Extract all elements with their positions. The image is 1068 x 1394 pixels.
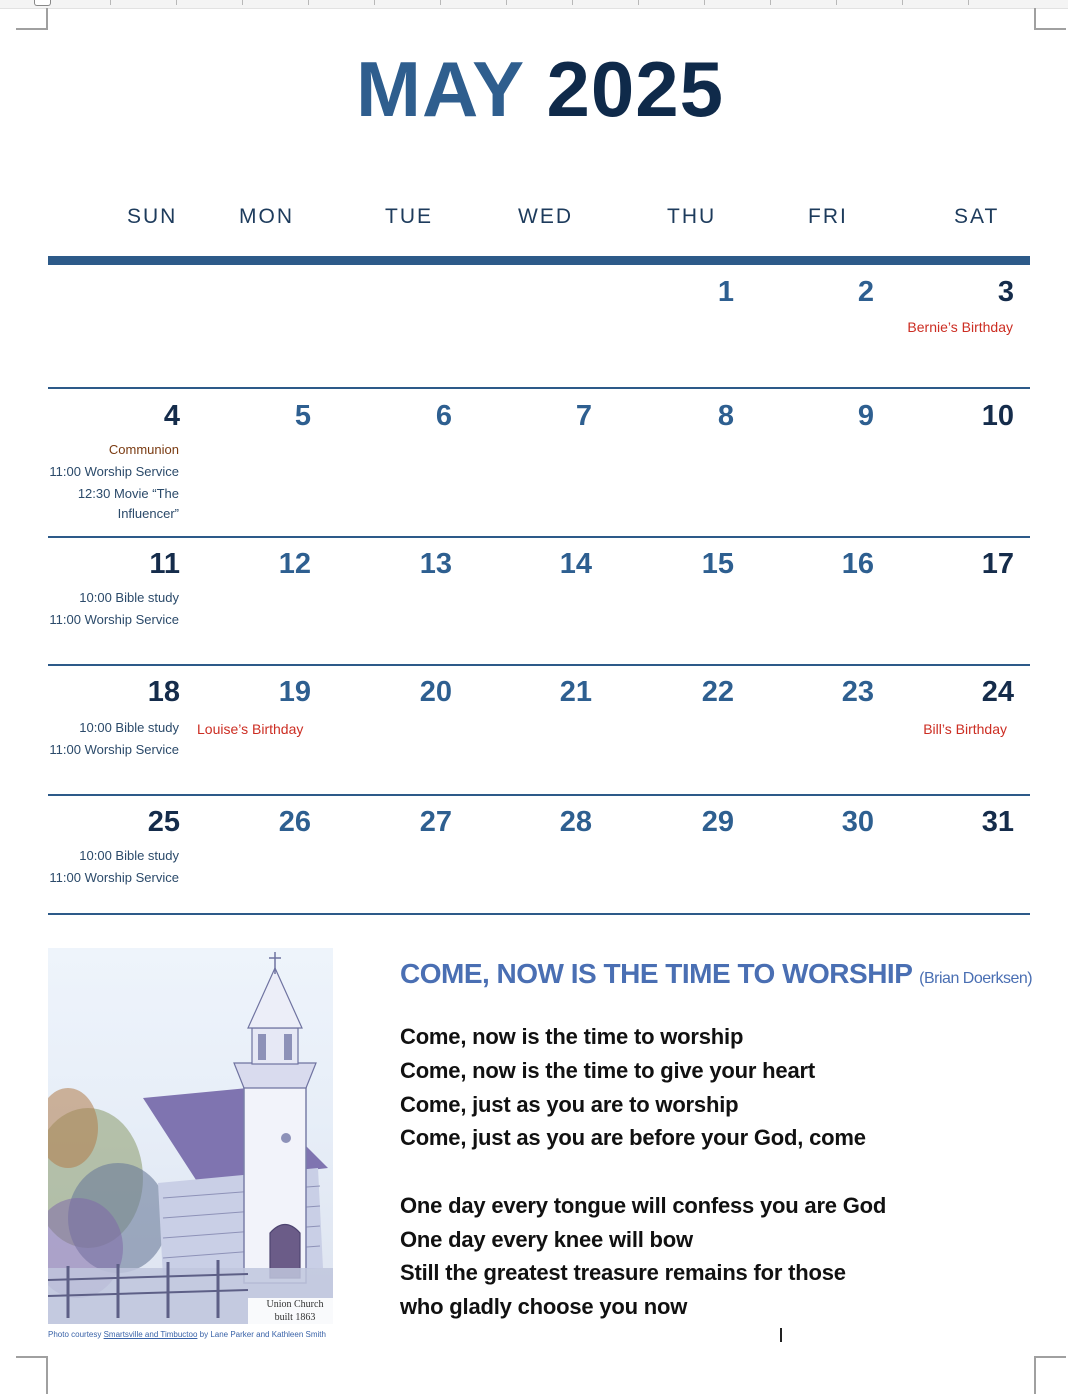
day-number: 3 <box>997 276 1014 308</box>
week-divider <box>48 913 1030 915</box>
event-movie: 12:30 Movie “The Influencer” <box>77 486 179 521</box>
event-birthday: Louise’s Birthday <box>197 721 304 737</box>
ruler-tick <box>374 0 375 5</box>
lyric-line: Still the greatest treasure remains for those <box>400 1260 846 1285</box>
title-month: MAY <box>356 45 524 133</box>
ruler-tick <box>176 0 177 5</box>
church-illustration <box>48 948 333 1324</box>
day-number: 7 <box>575 400 592 432</box>
day-number: 6 <box>435 400 452 432</box>
song-title <box>400 958 1032 990</box>
day-number: 15 <box>701 548 734 580</box>
caption-link[interactable]: Smartsville and Timbuctoo <box>103 1330 198 1339</box>
weekday-fri: FRI <box>808 205 848 228</box>
photo-label <box>255 1298 333 1324</box>
song-author: (Brian Doerksen) <box>919 970 1033 987</box>
event-worship: 11:00 Worship Service <box>49 870 179 885</box>
day-number: 2 <box>857 276 874 308</box>
weekday-sun: SUN <box>127 205 178 228</box>
day-number: 16 <box>841 548 874 580</box>
lyric-line: Come, just as you are to worship <box>400 1092 739 1117</box>
week-divider <box>48 794 1030 796</box>
day-number: 11 <box>149 548 180 580</box>
day-number: 13 <box>419 548 452 580</box>
page-corner-mark <box>1034 1356 1066 1394</box>
header-divider <box>48 256 1030 265</box>
day-number: 24 <box>981 676 1014 708</box>
photo-caption <box>48 1330 326 1339</box>
page-corner-mark <box>16 8 48 30</box>
page-corner-mark <box>1034 8 1066 30</box>
event-bible-study: 10:00 Bible study <box>79 720 179 735</box>
event-worship: 11:00 Worship Service <box>49 464 179 479</box>
day-number: 23 <box>841 676 874 708</box>
weekday-thu: THU <box>667 205 717 228</box>
ruler-tick <box>506 0 507 5</box>
day-number: 31 <box>981 806 1014 838</box>
day-number: 18 <box>147 676 180 708</box>
lyric-line: Come, just as you are before your God, come <box>400 1125 866 1150</box>
ruler-tick <box>242 0 243 5</box>
event-bible-study: 10:00 Bible study <box>79 590 179 605</box>
photo-label-line: Union Church <box>266 1299 324 1310</box>
day-number: 22 <box>701 676 734 708</box>
ruler-tick <box>440 0 441 5</box>
week-divider <box>48 664 1030 666</box>
day-number: 20 <box>419 676 452 708</box>
day-number: 14 <box>559 548 592 580</box>
day-number: 10 <box>981 400 1014 432</box>
event-worship: 11:00 Worship Service <box>49 612 179 627</box>
day-number: 29 <box>701 806 734 838</box>
ruler-tick <box>836 0 837 5</box>
day-number: 26 <box>278 806 311 838</box>
ruler-tick <box>902 0 903 5</box>
ruler-tick <box>638 0 639 5</box>
ruler-tick <box>110 0 111 5</box>
event-birthday: Bernie’s Birthday <box>907 319 1013 335</box>
calendar-title <box>0 44 1068 134</box>
church-photo <box>48 948 333 1324</box>
day-number: 12 <box>278 548 311 580</box>
caption-prefix: Photo courtesy <box>48 1330 104 1339</box>
ruler-indent-handle[interactable] <box>34 0 51 6</box>
caption-suffix: by Lane Parker and Kathleen Smith <box>197 1330 326 1339</box>
lyric-line: One day every tongue will confess you are God <box>400 1193 887 1218</box>
text-cursor <box>780 1328 782 1342</box>
event-bible-study: 10:00 Bible study <box>79 848 179 863</box>
weekday-tue: TUE <box>385 205 433 228</box>
week-divider <box>48 536 1030 538</box>
ruler-tick <box>308 0 309 5</box>
day-number: 27 <box>419 806 452 838</box>
day-number: 19 <box>278 676 311 708</box>
title-year: 2025 <box>546 45 724 133</box>
day-number: 25 <box>147 806 180 838</box>
day-number: 9 <box>857 400 874 432</box>
ruler-tick <box>770 0 771 5</box>
lyric-line: Come, now is the time to worship <box>400 1024 744 1049</box>
page-corner-mark <box>16 1356 48 1394</box>
weekday-wed: WED <box>518 205 573 228</box>
ruler-tick <box>704 0 705 5</box>
day-number: 28 <box>559 806 592 838</box>
day-number: 8 <box>717 400 734 432</box>
lyric-line: Come, now is the time to give your heart <box>400 1058 815 1083</box>
week-divider <box>48 387 1030 389</box>
song-title-text: COME, NOW IS THE TIME TO WORSHIP <box>400 958 912 989</box>
day-number: 4 <box>163 400 180 432</box>
event-birthday: Bill’s Birthday <box>923 721 1007 737</box>
weekday-sat: SAT <box>954 205 1000 228</box>
day-number: 21 <box>559 676 592 708</box>
day-number: 5 <box>294 400 311 432</box>
day-number: 1 <box>717 276 734 308</box>
weekday-mon: MON <box>239 205 294 228</box>
ruler-tick <box>572 0 573 5</box>
horizontal-ruler <box>0 0 1068 9</box>
ruler-tick <box>968 0 969 5</box>
lyric-line: who gladly choose you now <box>400 1294 688 1319</box>
photo-label-line: built 1863 <box>274 1312 316 1323</box>
event-communion: Communion <box>108 442 179 457</box>
day-number: 30 <box>841 806 874 838</box>
event-worship: 11:00 Worship Service <box>49 742 179 757</box>
day-number: 17 <box>981 548 1014 580</box>
lyric-line: One day every knee will bow <box>400 1227 693 1252</box>
